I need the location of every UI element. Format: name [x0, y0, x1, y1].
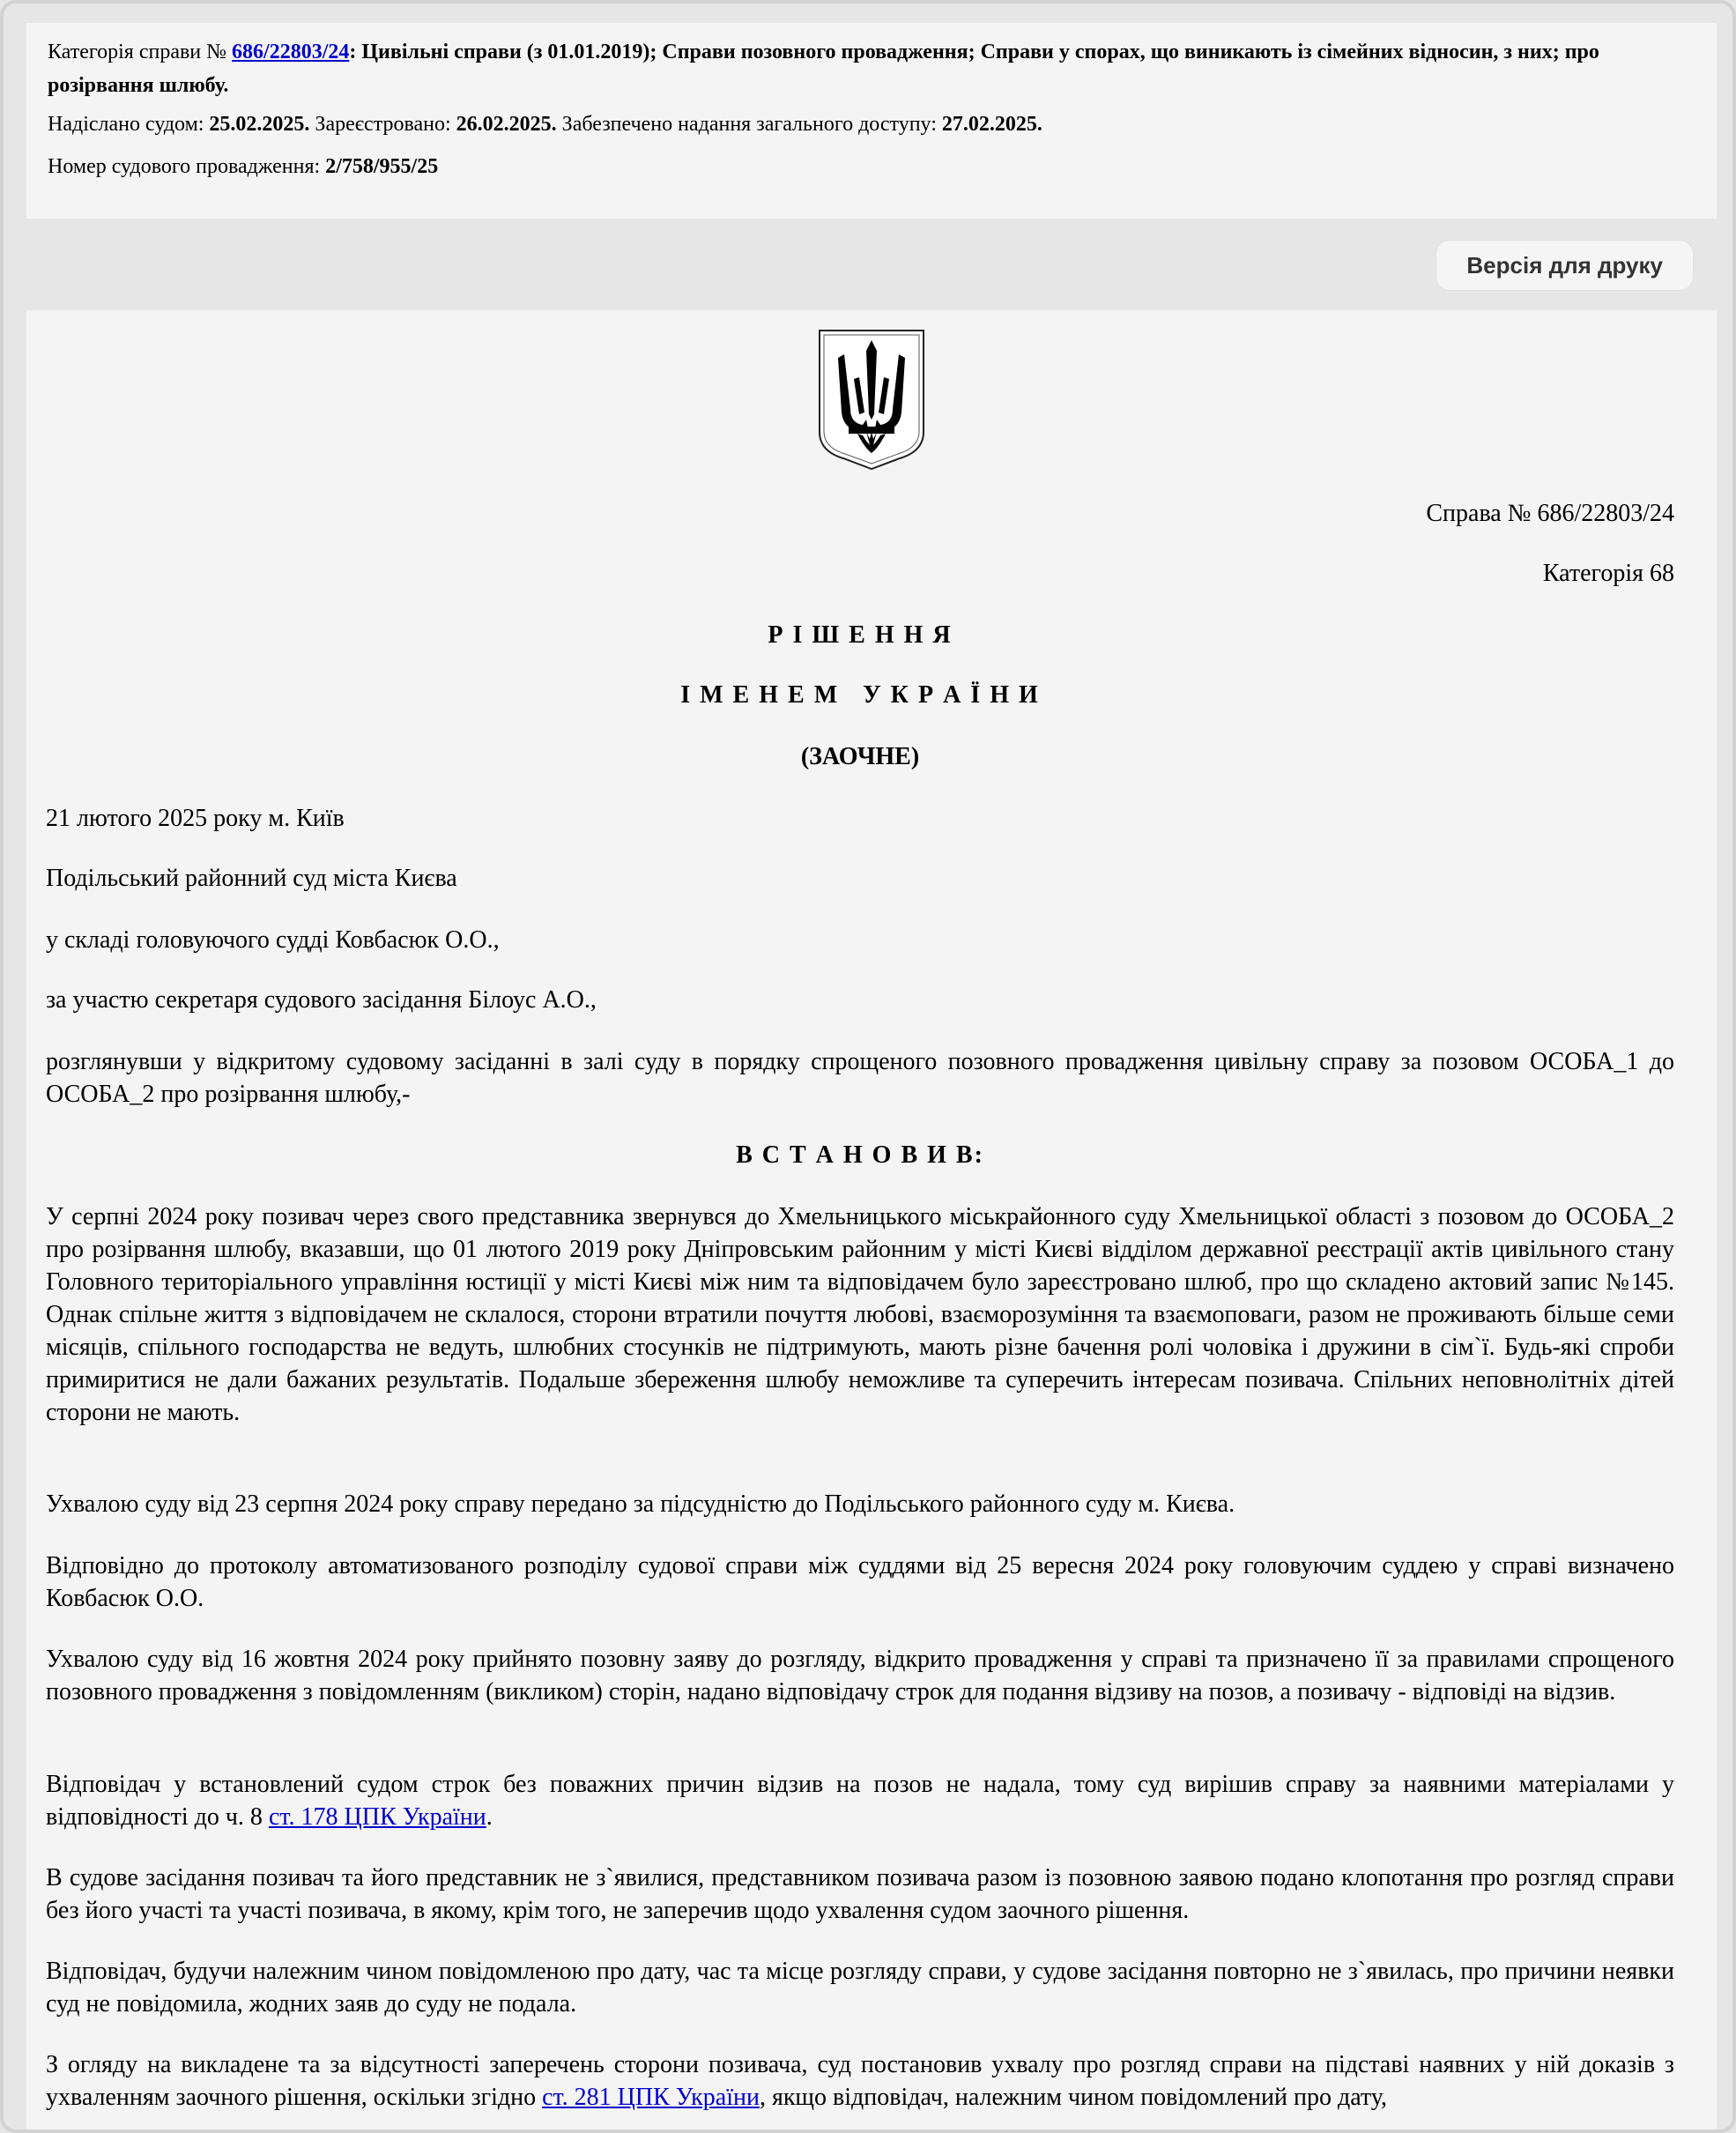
- case-number-link[interactable]: 686/22803/24: [232, 41, 350, 63]
- paragraph-transfer: Ухвалою суду від 23 серпня 2024 року справу передано за підсудністю до Подільського районного суду м. Києва.: [46, 1490, 1235, 1518]
- category-line: [48, 35, 1695, 102]
- paragraph-no-response: [46, 1768, 1674, 1833]
- registered-date: 26.02.2025.: [456, 113, 557, 136]
- p8-end: , якщо відповідач, належним чином повідомлений про дату,: [759, 2084, 1387, 2111]
- law-link-art-178[interactable]: ст. 178 ЦПК України: [268, 1803, 486, 1831]
- paragraph-decision-basis: [46, 2048, 1674, 2114]
- law-link-art-281[interactable]: ст. 281 ЦПК України: [542, 2084, 760, 2111]
- secretary-line: за участю секретаря судового засідання Білоус А.О.,: [46, 986, 597, 1014]
- category-text: : Цивільні справи (з 01.01.2019); Справи позовного провадження; Справи у спорах, що виникають із сімейних відносин, з них; про розірвання шлюбу.: [48, 41, 1599, 97]
- proceeding-number: 2/758/955/25: [325, 155, 439, 178]
- case-info-header: [26, 23, 1717, 219]
- print-version-button[interactable]: Версія для друку: [1436, 240, 1694, 291]
- decision-type: (ЗАОЧНЕ): [800, 743, 920, 770]
- court-name: Подільський районний суд міста Києва: [46, 865, 457, 892]
- decision-document: [26, 310, 1717, 2133]
- toolbar: [26, 226, 1717, 301]
- category-label: Категорія справи №: [48, 41, 227, 63]
- proceeding-line: [48, 150, 1695, 183]
- sent-label: Надіслано судом:: [48, 113, 204, 136]
- p5-end: .: [486, 1803, 493, 1831]
- paragraph-absence: В судове засідання позивач та його представник не з`явилися, представником позивача разом із позовною заявою подано клопотання про розгляд справи без його участі та участі позивача, в якому, крім того, не заперечив щодо ухвалення судом заочного рішення.: [46, 1864, 1674, 1924]
- paragraph-defendant: Відповідач, будучи належним чином повідомленою про дату, час та місце розгляду справи, у судове засідання повторно не з`явилась, про причини неявки суд не повідомила, жодних заяв до суду не подала.: [46, 1958, 1674, 2018]
- coat-of-arms-icon: [817, 328, 926, 471]
- access-label: Забезпечено надання загального доступу:: [561, 113, 937, 136]
- case-category: Категорія 68: [1542, 560, 1674, 587]
- proceeding-label: Номер судового провадження:: [48, 155, 321, 178]
- p8-text: З огляду на викладене та за відсутності заперечень сторони позивача, суд постановив ухвалу про розгляд справи на підставі наявних у ній доказів з ухваленням заочного рішення, оскільки згідно: [46, 2051, 1674, 2111]
- judge-line: у складі головуючого судді Ковбасюк О.О.,: [46, 926, 500, 954]
- established-heading: В С Т А Н О В И В:: [736, 1141, 984, 1169]
- date-place: 21 лютого 2025 року м. Київ: [46, 805, 345, 832]
- registered-label: Зареєстровано:: [315, 113, 451, 136]
- paragraph-claim: У серпні 2024 року позивач через свого представника звернувся до Хмельницького міськрайонного суду Хмельницької області з позовом до ОСОБА_2 про розірвання шлюбу, вказавши, що 01 лютого 2019 року Дніпровським районним у місті Києві відділом державної реєстрації актів цивільного стану Головного територіального управління юстиції у місті Києві між ним та відповідачем було зареєстровано шлюб, про що складено актовий запис №145. Однак спільне життя з відповідачем не склалося, сторони втратили почуття любові, взаєморозуміння та взаємоповаги, разом не проживають більше семи місяців, спільного господарства не ведуть, шлюбних стосунків не підтримують, мають різне бачення ролі чоловіка і дружини в сім`ї. Будь-які спроби примиритися не дали бажаних результатів. Подальше збереження шлюбу неможливе та суперечить інтересам позивача. Спільних неповнолітніх дітей сторони не мають.: [46, 1203, 1674, 1426]
- case-number: Справа № 686/22803/24: [1426, 500, 1674, 527]
- p5-text: Відповідач у встановлений судом строк без поважних причин відзив на позов не надала, тому суд вирішив справу за наявними матеріалами у відповідності до ч. 8: [46, 1771, 1674, 1831]
- paragraph-opening: Ухвалою суду від 16 жовтня 2024 року прийнято позовну заяву до розгляду, відкрито провадження у справі та призначено її за правилами спрощеного позовного провадження з повідомленням (викликом) сторін, надано відповідачу строк для подання відзиву на позов, а позивачу - відповіді на відзив.: [46, 1646, 1674, 1706]
- paragraph-distribution: Відповідно до протоколу автоматизованого розподілу судової справи між суддями від 25 вересня 2024 року головуючим суддею у справі визначено Ковбасюк О.О.: [46, 1552, 1674, 1612]
- decision-title: Р І Ш Е Н Н Я: [768, 621, 953, 649]
- sent-date: 25.02.2025.: [209, 113, 310, 136]
- decision-subtitle: І М Е Н Е М У К Р А Ї Н И: [680, 681, 1040, 709]
- access-date: 27.02.2025.: [941, 113, 1042, 136]
- dates-line: [48, 108, 1695, 141]
- intro-paragraph: розглянувши у відкритому судовому засіданні в залі суду в порядку спрощеного позовного провадження цивільну справу за позовом ОСОБА_1 до ОСОБА_2 про розірвання шлюбу,-: [46, 1048, 1674, 1108]
